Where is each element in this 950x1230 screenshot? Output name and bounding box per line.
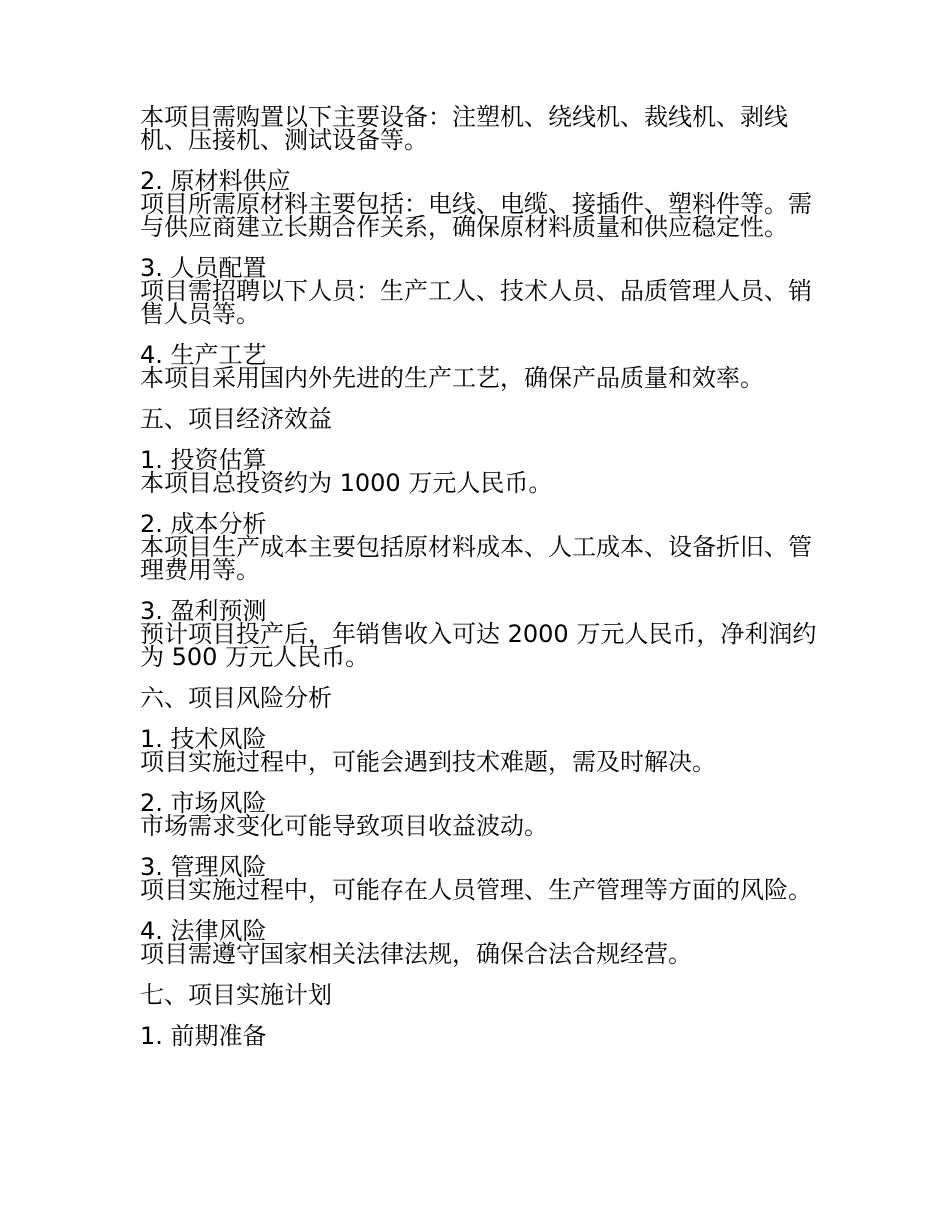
section-body-management-risk: 项目实施过程中，可能存在人员管理、生产管理等方面的风险。 [140,876,812,904]
section-title-process: 4. 生产工艺 [140,341,267,369]
section-title-profit-forecast: 3. 盈利预测 [140,597,267,625]
section-investment [140,446,820,497]
section-body-cost-analysis: 本项目生产成本主要包括原材料成本、人工成本、设备折旧、管理费用等。 [140,533,812,584]
document-body [140,103,820,1050]
section-body-staffing: 项目需招聘以下人员：生产工人、技术人员、品质管理人员、销售人员等。 [140,277,812,328]
section-title-management-risk: 3. 管理风险 [140,853,267,881]
section-body-market-risk: 市场需求变化可能导致项目收益波动。 [140,812,548,840]
section-process [140,341,820,392]
section-raw-materials [140,167,820,241]
section-body-legal-risk: 项目需遵守国家相关法律法规，确保合法合规经营。 [140,940,692,968]
section-title-cost-analysis: 2. 成本分析 [140,510,267,538]
section-title-tech-risk: 1. 技术风险 [140,725,267,753]
section-legal-risk [140,917,820,968]
section-staffing [140,254,820,328]
heading-risk-analysis: 六、项目风险分析 [140,684,332,712]
section-title-legal-risk: 4. 法律风险 [140,917,267,945]
section-body-process: 本项目采用国内外先进的生产工艺，确保产品质量和效率。 [140,364,764,392]
heading-implementation-plan: 七、项目实施计划 [140,981,332,1009]
section-body-tech-risk: 项目实施过程中，可能会遇到技术难题，需及时解决。 [140,748,716,776]
section-management-risk [140,853,820,904]
paragraph-equipment: 本项目需购置以下主要设备：注塑机、绕线机、裁线机、剥线机、压接机、测试设备等。 [140,103,788,154]
section-body-raw-materials: 项目所需原材料主要包括：电线、电缆、接插件、塑料件等。需与供应商建立长期合作关系，确保原材料质量和供应稳定性。 [140,190,812,241]
section-title-investment: 1. 投资估算 [140,446,267,474]
section-body-investment: 本项目总投资约为 1000 万元人民币。 [140,469,553,497]
section-title-raw-materials: 2. 原材料供应 [140,167,291,195]
heading-economic-benefits: 五、项目经济效益 [140,405,332,433]
section-body-profit-forecast: 预计项目投产后，年销售收入可达 2000 万元人民币，净利润约为 500 万元人民币。 [140,620,817,671]
section-tech-risk [140,725,820,776]
section-title-staffing: 3. 人员配置 [140,254,267,282]
section-cost-analysis [140,510,820,584]
section-title-market-risk: 2. 市场风险 [140,789,267,817]
section-market-risk [140,789,820,840]
section-title-preparation: 1. 前期准备 [140,1022,267,1050]
section-profit-forecast [140,597,820,671]
